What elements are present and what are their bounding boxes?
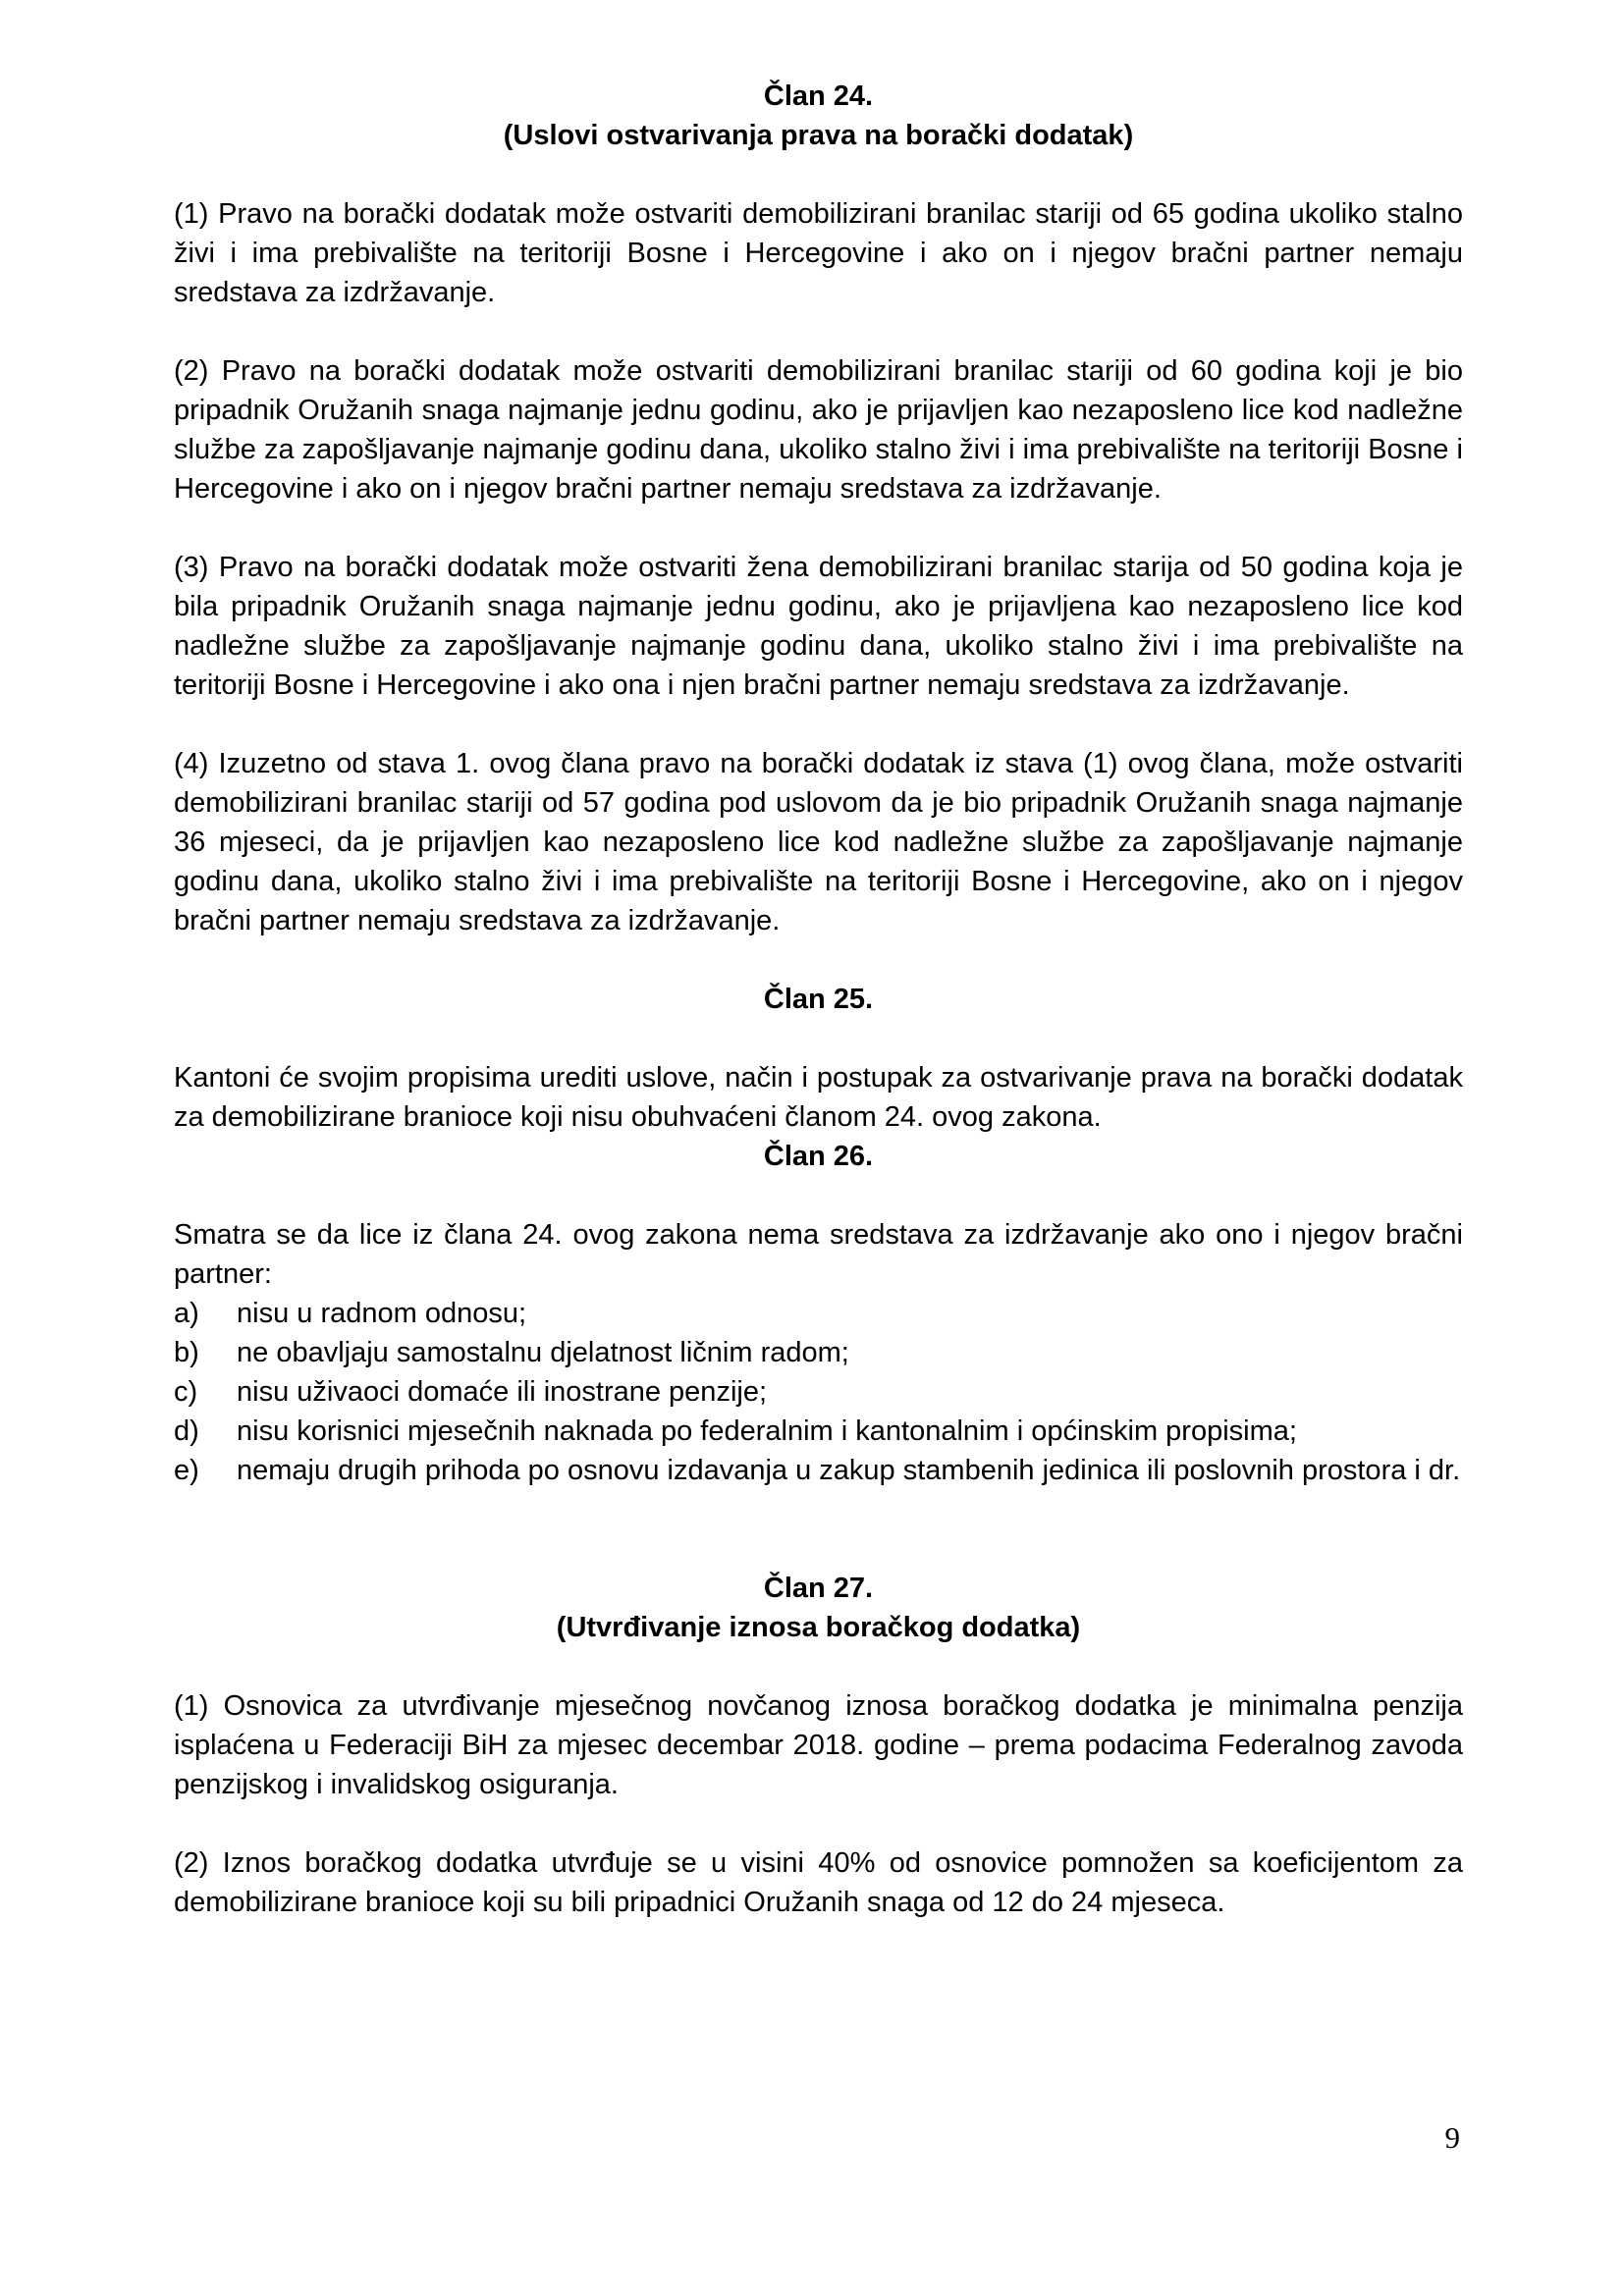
article-24 [174, 77, 1463, 940]
list-item-d-letter: d) [174, 1415, 199, 1447]
article-24-paragraph-1: (1) Pravo na borački dodatak može ostvariti demobilizirani branilac stariji od 65 godina ukoliko stalno živi i ima prebivalište na teritoriji Bosne i Hercegovine i ako on i njegov bračni partner nemaju sredstava za izdržavanje. [174, 198, 1463, 308]
list-item-b-letter: b) [174, 1337, 199, 1368]
list-item-a-text: nisu u radnom odnosu; [237, 1298, 527, 1329]
article-27-paragraph-1: (1) Osnovica za utvrđivanje mjesečnog novčanog iznosa boračkog dodatka je minimalna penzija isplaćena u Federaciji BiH za mjesec decembar 2018. godine – prema podacima Federalnog zavoda penzijskog i invalidskog osiguranja. [174, 1690, 1463, 1800]
list-item-e [174, 1451, 1463, 1490]
article-24-heading: Član 24. [763, 80, 874, 112]
list-item-c-letter: c) [174, 1376, 198, 1408]
list-item-d [174, 1412, 1463, 1451]
list-item-d-text: nisu korisnici mjesečnih naknada po federalnim i kantonalnim i općinskim propisima; [237, 1415, 1297, 1447]
list-item-c [174, 1372, 1463, 1412]
article-27-subheading: (Utvrđivanje iznosa boračkog dodatka) [556, 1612, 1081, 1643]
list-item-b [174, 1333, 1463, 1372]
page-number: 9 [1444, 2120, 1460, 2155]
list-item-e-letter: e) [174, 1455, 199, 1486]
article-25-paragraph-1: Kantoni će svojim propisima urediti uslove, način i postupak za ostvarivanje prava na borački dodatak za demobilizirane branioce koji nisu obuhvaćeni članom 24. ovog zakona. [174, 1062, 1463, 1133]
list-item-a [174, 1294, 1463, 1333]
list-item-c-text: nisu uživaoci domaće ili inostrane penzije; [237, 1376, 768, 1408]
article-25-heading: Član 25. [763, 984, 874, 1015]
article-27-paragraph-2: (2) Iznos boračkog dodatka utvrđuje se u visini 40% od osnovice pomnožen sa koeficijentom za demobilizirane branioce koji su bili pripadnici Oružanih snaga od 12 do 24 mjeseca. [174, 1847, 1463, 1918]
article-24-paragraph-2: (2) Pravo na borački dodatak može ostvariti demobilizirani branilac stariji od 60 godina koji je bio pripadnik Oružanih snaga najmanje jednu godinu, ako je prijavljen kao nezaposleno lice kod nadležne službe za zapošljavanje najmanje godinu dana, ukoliko stalno živi i ima prebivalište na teritoriji Bosne i Hercegovine i ako on i njegov bračni partner nemaju sredstava za izdržavanje. [174, 355, 1463, 505]
article-24-paragraph-4: (4) Izuzetno od stava 1. ovog člana pravo na borački dodatak iz stava (1) ovog člana, može ostvariti demobilizirani branilac stariji od 57 godina pod uslovom da je bio pripadnik Oružanih snaga najmanje 36 mjeseci, da je prijavljen kao nezaposleno lice kod nadležne službe za zapošljavanje najmanje godinu dana, ukoliko stalno živi i ima prebivalište na teritoriji Bosne i Hercegovine, ako on i njegov bračni partner nemaju sredstava za izdržavanje. [174, 748, 1463, 936]
article-24-paragraph-3: (3) Pravo na borački dodatak može ostvariti žena demobilizirani branilac starija od 50 godina koja je bila pripadnik Oružanih snaga najmanje jednu godinu, ako je prijavljena kao nezaposleno lice kod nadležne službe za zapošljavanje najmanje godinu dana, ukoliko stalno živi i ima prebivalište na teritoriji Bosne i Hercegovine i ako ona i njen bračni partner nemaju sredstava za izdržavanje. [174, 552, 1463, 701]
article-26-heading: Član 26. [763, 1141, 874, 1172]
article-27 [174, 1569, 1463, 1922]
article-26-intro: Smatra se da lice iz člana 24. ovog zakona nema sredstava za izdržavanje ako ono i njegov bračni partner: [174, 1219, 1463, 1290]
article-27-heading: Član 27. [763, 1573, 874, 1604]
article-24-subheading: (Uslovi ostvarivanja prava na borački dodatak) [503, 120, 1134, 151]
list-item-b-text: ne obavljaju samostalnu djelatnost ličnim radom; [237, 1337, 849, 1368]
article-26 [174, 1137, 1463, 1490]
list-item-a-letter: a) [174, 1298, 199, 1329]
article-25 [174, 980, 1463, 1137]
list-item-e-text: nemaju drugih prihoda po osnovu izdavanja u zakup stambenih jedinica ili poslovnih prostora i dr. [237, 1455, 1461, 1486]
